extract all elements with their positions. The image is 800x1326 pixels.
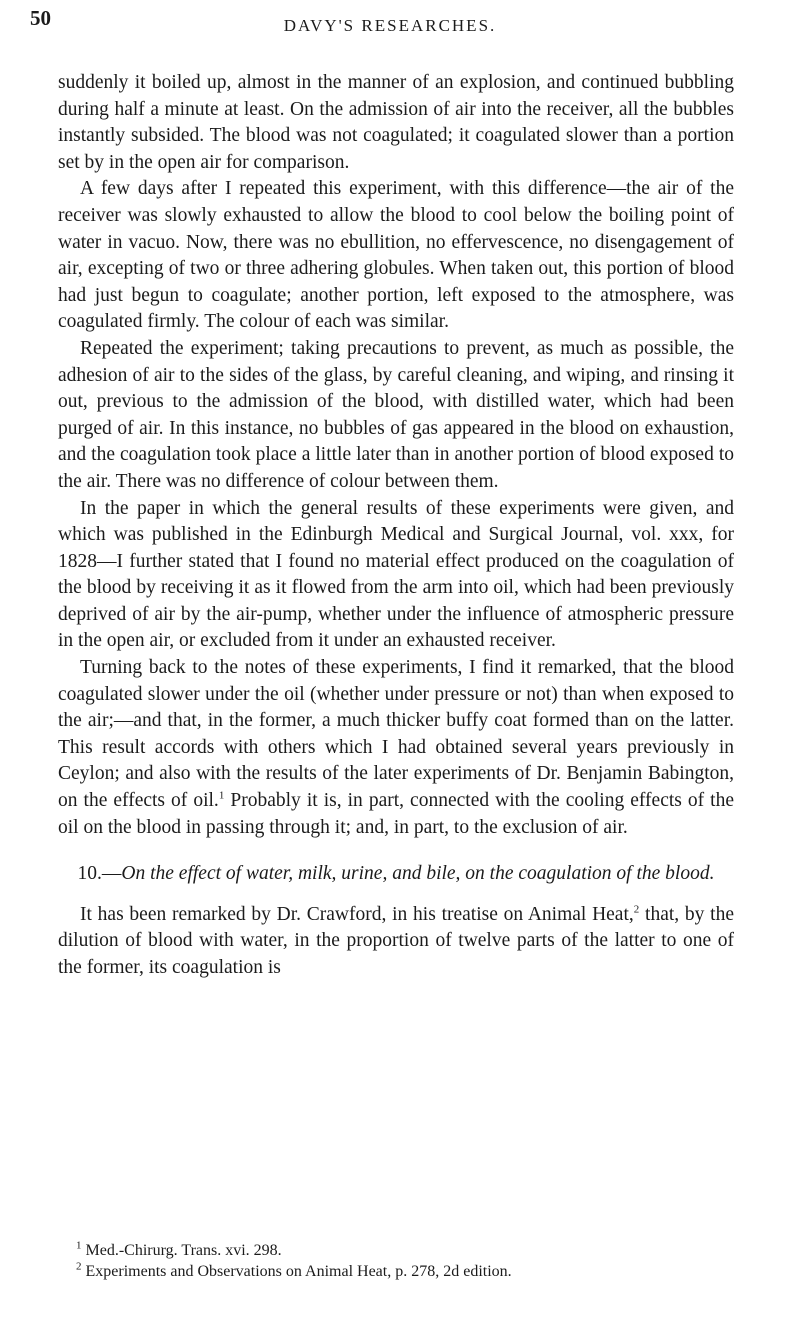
footnote-text: Med.-Chirurg. Trans. xvi. 298. xyxy=(81,1242,282,1259)
paragraph-text: Probably it is, in part, connected with the cooling effects of the oil on the blood in passing through it; and, in part, to the exclusion of air. xyxy=(58,790,735,838)
page-number: 50 xyxy=(30,6,51,30)
paragraph-text: Turning back to the notes of these experiments, I find it remarked, that the blood coagulated slower under the oil (whether under pressure or not) than when exposed to the air;—and that, in the former, a much thicker buffy coat formed than on the latter. This result accords with others which I had obtained several years previously in Ceylon; and also with the results of the later experiments of Dr. Benjamin Babington, on the effects of oil. xyxy=(58,657,734,812)
footnote-mark: 2 xyxy=(76,1260,82,1273)
paragraph-text: It has been remarked by Dr. Crawford, in his treatise on Animal Heat, xyxy=(80,903,634,925)
footnote xyxy=(58,1240,734,1261)
body-text xyxy=(58,70,734,982)
footnotes xyxy=(58,1240,734,1282)
running-head: DAVY'S RESEARCHES. xyxy=(283,16,497,35)
section-heading xyxy=(58,861,734,888)
page-header xyxy=(30,6,750,38)
section-number: 10.— xyxy=(77,863,122,885)
footnote-ref: 2 xyxy=(633,903,640,916)
paragraph-text: that, by the dilution of blood with water, in the proportion of twelve parts of the latter to one of the former, its coagulation is xyxy=(58,903,734,978)
footnote-text: Experiments and Observations on Animal Heat, p. 278, 2d edition. xyxy=(81,1263,512,1280)
section-title: On the effect of water, milk, urine, and bile, on the coagulation of the blood. xyxy=(121,863,715,885)
footnote-mark: 1 xyxy=(76,1239,82,1252)
paragraph-with-footnote xyxy=(58,902,734,982)
footnote xyxy=(58,1261,734,1282)
paragraph: Repeated the experiment; taking precautions to prevent, as much as possible, the adhesion of air to the sides of the glass, by careful cleaning, and wiping, and rinsing it out, previous to the admission of the blood, with distilled water, which had been purged of air. In this instance, no bubbles of gas appeared in the blood on exhaustion, and the coagulation took place a little later than in another portion of blood exposed to the air. There was no difference of colour between them. xyxy=(58,337,734,492)
paragraph: suddenly it boiled up, almost in the manner of an explosion, and continued bubbling during half a minute at least. On the admission of air into the receiver, all the bubbles instantly subsided. The blood was not coagulated; it coagulated slower than a portion set by in the open air for comparison. xyxy=(58,72,734,173)
footnote-ref: 1 xyxy=(218,789,225,802)
paragraph: In the paper in which the general results of these experiments were given, and which was published in the Edinburgh Medical and Surgical Journal, vol. xxx, for 1828—I further stated that I found no material effect produced on the coagulation of the blood by receiving it as it flowed from the arm into oil, which had been previously deprived of air by the air-pump, whether under the influence of atmospheric pressure in the open air, or excluded from it under an exhausted receiver. xyxy=(58,497,734,652)
paragraph-with-footnote xyxy=(58,655,734,841)
paragraph: A few days after I repeated this experiment, with this difference—the air of the receiver was slowly exhausted to allow the blood to cool below the boiling point of water in vacuo. Now, there was no ebullition, no effervescence, no disengagement of air, excepting of two or three adhering globules. When taken out, this portion of blood had just begun to coagulate; another portion, left exposed to the atmosphere, was coagulated firmly. The colour of each was similar. xyxy=(58,178,734,333)
